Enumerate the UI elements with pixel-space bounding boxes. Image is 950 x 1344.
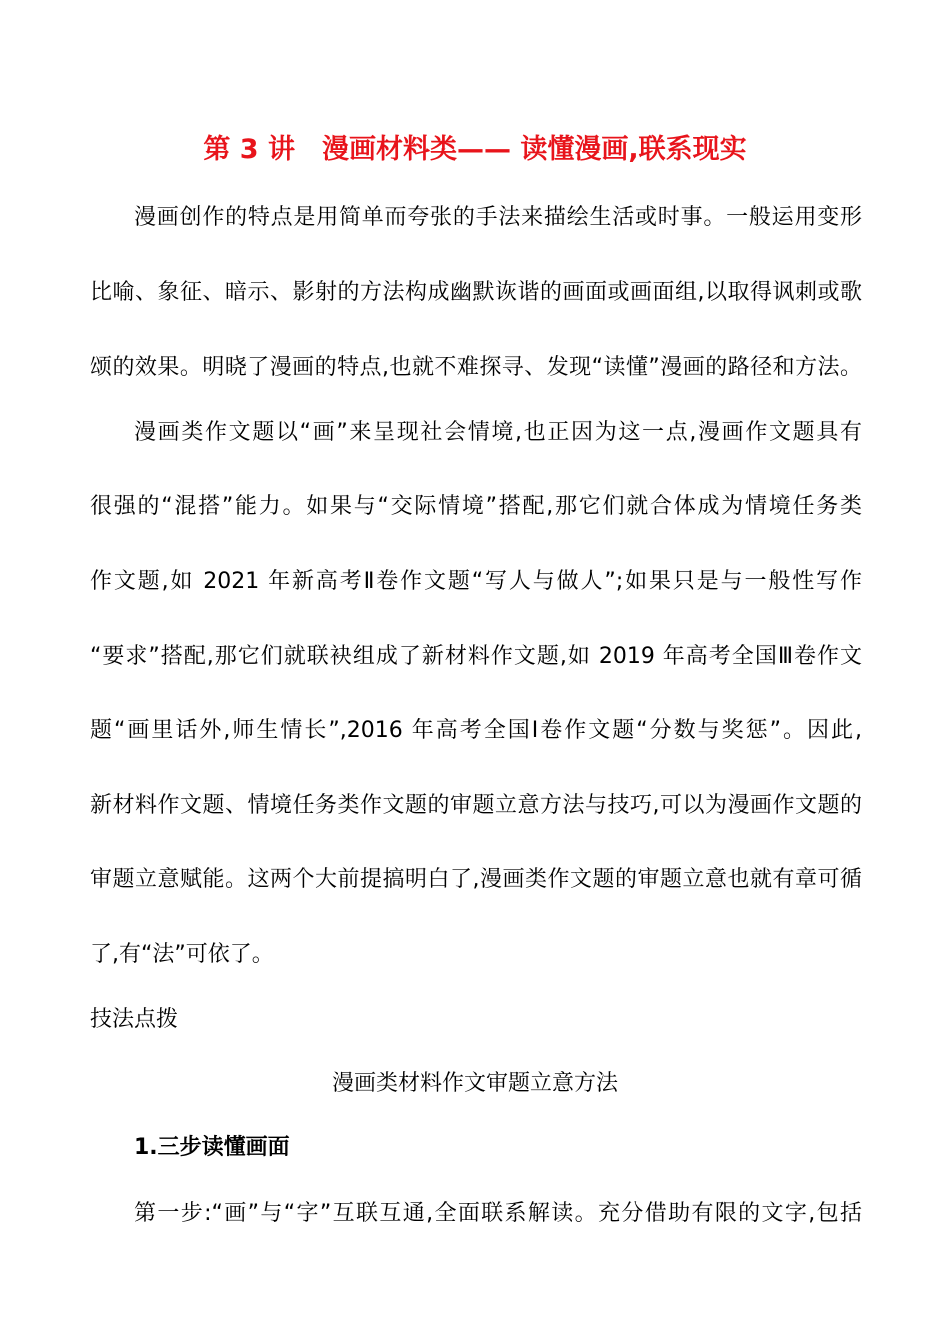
paragraph-2-line-8: 了,有“法”可依了。 bbox=[90, 942, 274, 967]
paragraph-1-line-3: 颂的效果。明晓了漫画的特点,也就不难探寻、发现“读懂”漫画的路径和方法。 bbox=[90, 355, 862, 380]
paragraph-2-line-4: “要求”搭配,那它们就联袂组成了新材料作文题,如 2019 年高考全国Ⅲ卷作文 bbox=[90, 644, 862, 669]
section-heading: 漫画类材料作文审题立意方法 bbox=[331, 1071, 618, 1096]
paragraph-2-line-6: 新材料作文题、情境任务类作文题的审题立意方法与技巧,可以为漫画作文题的 bbox=[90, 793, 862, 818]
paragraph-2-line-2: 很强的“混搭”能力。如果与“交际情境”搭配,那它们就合体成为情境任务类 bbox=[90, 494, 862, 519]
document-title: 第 3 讲 漫画材料类—— 读懂漫画,联系现实 bbox=[203, 134, 747, 165]
section-label: 技法点拨 bbox=[90, 1007, 179, 1032]
paragraph-2-line-5: 题“画里话外,师生情长”,2016 年高考全国Ⅰ卷作文题“分数与奖惩”。因此, bbox=[90, 718, 862, 743]
step-one-line: 第一步:“画”与“字”互联互通,全面联系解读。充分借助有限的文字,包括 bbox=[134, 1201, 862, 1226]
paragraph-1-line-2: 比喻、象征、暗示、影射的方法构成幽默诙谐的画面或画面组,以取得讽刺或歌 bbox=[90, 280, 862, 305]
paragraph-2-line-3: 作文题,如 2021 年新高考Ⅱ卷作文题“写人与做人”;如果只是与一般性写作 bbox=[90, 569, 862, 594]
paragraph-1-line-1: 漫画创作的特点是用简单而夸张的手法来描绘生活或时事。一般运用变形 bbox=[134, 205, 862, 230]
paragraph-2-line-7: 审题立意赋能。这两个大前提搞明白了,漫画类作文题的审题立意也就有章可循 bbox=[90, 867, 862, 892]
subheading: 1.三步读懂画面 bbox=[134, 1135, 290, 1160]
paragraph-2-line-1: 漫画类作文题以“画”来呈现社会情境,也正因为这一点,漫画作文题具有 bbox=[134, 420, 862, 445]
